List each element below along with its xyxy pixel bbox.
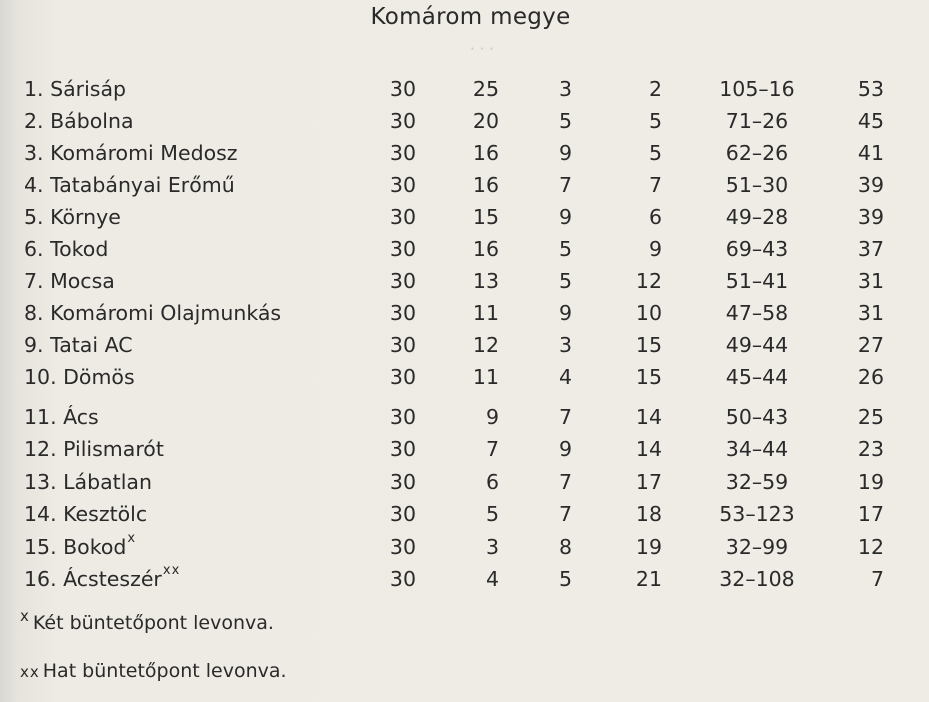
- footnote-text: Hat büntetőpont levonva.: [42, 660, 287, 682]
- played: 30: [389, 405, 416, 429]
- bleed-through-text: · · ·: [470, 40, 494, 58]
- played: 30: [389, 502, 416, 526]
- drawn: 7: [558, 173, 572, 197]
- lost: 7: [648, 173, 662, 197]
- drawn: 7: [558, 502, 572, 526]
- points: 31: [857, 269, 884, 293]
- lost: 18: [635, 502, 662, 526]
- footnote: [20, 607, 274, 634]
- drawn: 7: [558, 405, 572, 429]
- team-name: 14. Kesztölc: [24, 502, 148, 526]
- points: 41: [857, 141, 884, 165]
- drawn: 9: [558, 205, 572, 229]
- footnote-symbol: x: [20, 607, 30, 625]
- team-name: [24, 563, 181, 591]
- lost: 9: [648, 237, 662, 261]
- team-name: 8. Komáromi Olajmunkás: [24, 301, 282, 325]
- lost: 6: [648, 205, 662, 229]
- goals: 50–43: [725, 405, 789, 429]
- played: 30: [389, 301, 416, 325]
- goals: 49–28: [725, 205, 789, 229]
- team-name: 9. Tatai AC: [24, 333, 133, 357]
- drawn: 5: [558, 269, 572, 293]
- table-row: [0, 333, 929, 365]
- table-row: [0, 269, 929, 301]
- team-name: 2. Bábolna: [24, 109, 134, 133]
- goals: 47–58: [725, 301, 789, 325]
- goals: 32–59: [725, 470, 789, 494]
- lost: 2: [648, 77, 662, 101]
- points: 27: [857, 333, 884, 357]
- won: 16: [472, 173, 499, 197]
- played: 30: [389, 567, 416, 591]
- goals: 49–44: [725, 333, 789, 357]
- page-title: Komárom megye: [370, 4, 571, 30]
- played: 30: [389, 437, 416, 461]
- points: 17: [857, 502, 884, 526]
- drawn: 9: [558, 301, 572, 325]
- footnote-text: Két büntetőpont levonva.: [32, 612, 274, 634]
- goals: 105–16: [719, 77, 795, 101]
- lost: 5: [648, 141, 662, 165]
- points: 31: [857, 301, 884, 325]
- played: 30: [389, 205, 416, 229]
- table-row: [0, 405, 929, 437]
- table-row: [0, 365, 929, 397]
- won: 11: [472, 365, 499, 389]
- table-row: [0, 77, 929, 109]
- lost: 10: [635, 301, 662, 325]
- played: 30: [389, 470, 416, 494]
- played: 30: [389, 333, 416, 357]
- table-row: [0, 141, 929, 173]
- goals: 51–30: [725, 173, 789, 197]
- table-row: [0, 437, 929, 469]
- won: 15: [472, 205, 499, 229]
- team-name: [24, 531, 137, 559]
- footnote: [20, 660, 287, 682]
- won: 7: [485, 437, 499, 461]
- played: 30: [389, 269, 416, 293]
- table-row: [0, 502, 929, 534]
- played: 30: [389, 535, 416, 559]
- points: 7: [870, 567, 884, 591]
- points: 26: [857, 365, 884, 389]
- table-row: [0, 173, 929, 205]
- drawn: 3: [558, 333, 572, 357]
- footnote-symbol: xx: [20, 663, 40, 681]
- points: 12: [857, 535, 884, 559]
- points: 45: [857, 109, 884, 133]
- table-row: [0, 109, 929, 141]
- drawn: 5: [558, 109, 572, 133]
- footnote-marker: x: [127, 531, 137, 546]
- team-name: 1. Sárisáp: [24, 77, 127, 101]
- drawn: 8: [558, 535, 572, 559]
- won: 5: [485, 502, 499, 526]
- goals: 45–44: [725, 365, 789, 389]
- won: 4: [485, 567, 499, 591]
- team-name-text: 16. Ácsteszér: [24, 567, 162, 591]
- lost: 14: [635, 437, 662, 461]
- points: 39: [857, 173, 884, 197]
- team-name-text: 15. Bokod: [24, 535, 127, 559]
- points: 25: [857, 405, 884, 429]
- lost: 21: [635, 567, 662, 591]
- table-row: [0, 563, 929, 599]
- won: 9: [485, 405, 499, 429]
- team-name: 5. Környe: [24, 205, 121, 229]
- lost: 15: [635, 365, 662, 389]
- goals: 53–123: [719, 502, 795, 526]
- won: 25: [472, 77, 499, 101]
- team-name: 3. Komáromi Medosz: [24, 141, 238, 165]
- points: 19: [857, 470, 884, 494]
- drawn: 9: [558, 437, 572, 461]
- team-name: 12. Pilismarót: [24, 437, 164, 461]
- won: 16: [472, 237, 499, 261]
- team-name: 6. Tokod: [24, 237, 109, 261]
- drawn: 4: [558, 365, 572, 389]
- played: 30: [389, 141, 416, 165]
- table-row: [0, 531, 929, 567]
- goals: 34–44: [725, 437, 789, 461]
- team-name: 7. Mocsa: [24, 269, 115, 293]
- table-row: [0, 470, 929, 502]
- goals: 32–108: [719, 567, 795, 591]
- points: 39: [857, 205, 884, 229]
- won: 3: [485, 535, 499, 559]
- points: 23: [857, 437, 884, 461]
- drawn: 3: [558, 77, 572, 101]
- lost: 12: [635, 269, 662, 293]
- drawn: 5: [558, 237, 572, 261]
- drawn: 9: [558, 141, 572, 165]
- won: 6: [485, 470, 499, 494]
- goals: 69–43: [725, 237, 789, 261]
- played: 30: [389, 77, 416, 101]
- team-name: 10. Dömös: [24, 365, 135, 389]
- played: 30: [389, 365, 416, 389]
- team-name: 4. Tatabányai Erőmű: [24, 173, 235, 197]
- table-row: [0, 301, 929, 333]
- played: 30: [389, 237, 416, 261]
- goals: 32–99: [725, 535, 789, 559]
- table-row: [0, 237, 929, 269]
- won: 13: [472, 269, 499, 293]
- played: 30: [389, 173, 416, 197]
- team-name: 11. Ács: [24, 405, 99, 429]
- drawn: 5: [558, 567, 572, 591]
- footnote-marker: xx: [162, 563, 181, 578]
- lost: 14: [635, 405, 662, 429]
- points: 37: [857, 237, 884, 261]
- won: 16: [472, 141, 499, 165]
- table-row: [0, 205, 929, 237]
- goals: 62–26: [725, 141, 789, 165]
- won: 11: [472, 301, 499, 325]
- played: 30: [389, 109, 416, 133]
- points: 53: [857, 77, 884, 101]
- lost: 17: [635, 470, 662, 494]
- won: 12: [472, 333, 499, 357]
- lost: 15: [635, 333, 662, 357]
- drawn: 7: [558, 470, 572, 494]
- goals: 51–41: [725, 269, 789, 293]
- won: 20: [472, 109, 499, 133]
- team-name: 13. Lábatlan: [24, 470, 152, 494]
- lost: 5: [648, 109, 662, 133]
- lost: 19: [635, 535, 662, 559]
- goals: 71–26: [725, 109, 789, 133]
